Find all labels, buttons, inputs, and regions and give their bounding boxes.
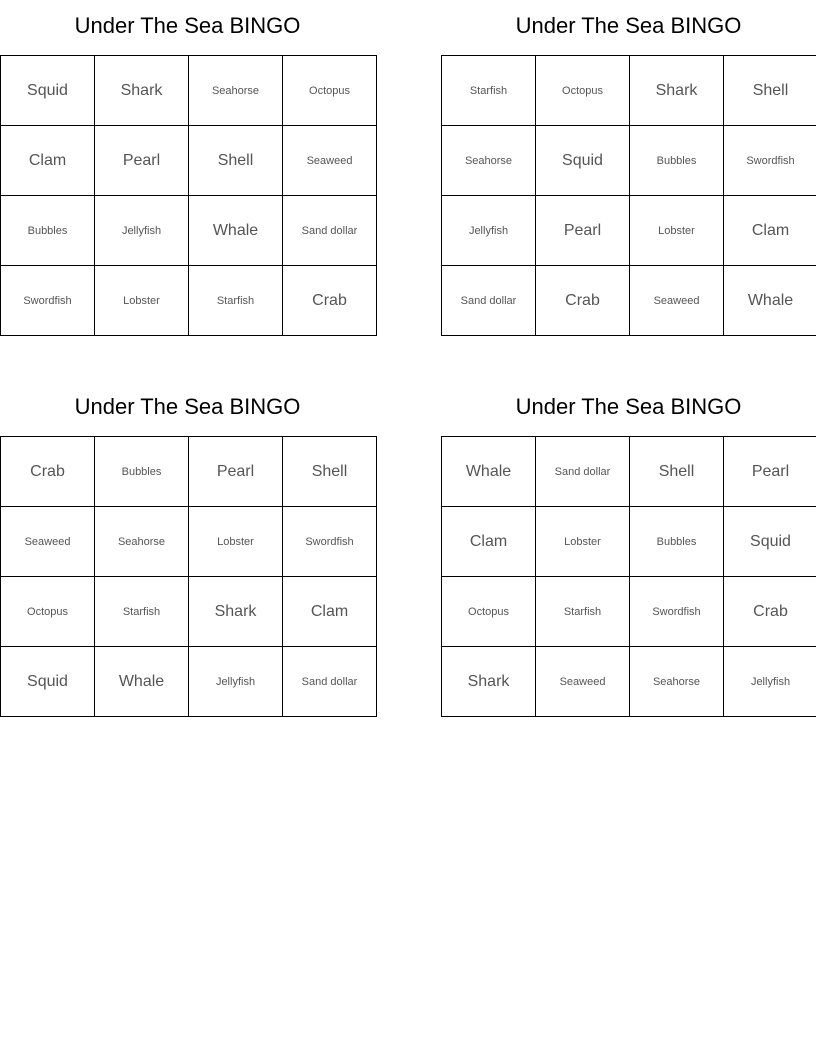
- bingo-grid: [0, 55, 377, 336]
- grid-cell: Starfish: [95, 577, 189, 647]
- grid-cell: Jellyfish: [442, 196, 536, 266]
- grid-cell: Lobster: [189, 507, 283, 577]
- grid-cell: Clam: [283, 577, 377, 647]
- grid-cell: Shell: [283, 437, 377, 507]
- grid-cell: Shark: [189, 577, 283, 647]
- card-title: Under The Sea BINGO: [74, 13, 301, 38]
- grid-cell: Lobster: [95, 266, 189, 336]
- grid-row: [442, 437, 816, 507]
- grid-cell: Squid: [724, 507, 816, 577]
- grid-row: [442, 126, 816, 196]
- grid-cell: Whale: [442, 437, 536, 507]
- grid-cell: Clam: [724, 196, 816, 266]
- grid-cell: Seaweed: [630, 266, 724, 336]
- grid-cell: Swordfish: [1, 266, 95, 336]
- grid-cell: Octopus: [283, 56, 377, 126]
- grid-cell: Pearl: [95, 126, 189, 196]
- grid-cell: Jellyfish: [95, 196, 189, 266]
- grid-cell: Whale: [95, 647, 189, 717]
- grid-cell: Lobster: [630, 196, 724, 266]
- bingo-grid: [441, 55, 816, 336]
- grid-cell: Crab: [283, 266, 377, 336]
- grid-cell: Bubbles: [630, 126, 724, 196]
- grid-cell: Whale: [189, 196, 283, 266]
- bingo-grid: [441, 436, 816, 717]
- grid-cell: Sand dollar: [536, 437, 630, 507]
- grid-cell: Swordfish: [283, 507, 377, 577]
- grid-cell: Sand dollar: [283, 647, 377, 717]
- grid-cell: Crab: [536, 266, 630, 336]
- grid-row: [1, 437, 377, 507]
- grid-cell: Bubbles: [1, 196, 95, 266]
- grid-cell: Bubbles: [95, 437, 189, 507]
- grid-cell: Jellyfish: [189, 647, 283, 717]
- grid-cell: Seahorse: [189, 56, 283, 126]
- grid-row: [1, 647, 377, 717]
- grid-cell: Seaweed: [283, 126, 377, 196]
- grid-cell: Crab: [1, 437, 95, 507]
- grid-cell: Shark: [630, 56, 724, 126]
- grid-row: [1, 507, 377, 577]
- grid-cell: Lobster: [536, 507, 630, 577]
- grid-row: [1, 56, 377, 126]
- card-title: Under The Sea BINGO: [74, 394, 301, 419]
- grid-cell: Seahorse: [442, 126, 536, 196]
- grid-cell: Seaweed: [536, 647, 630, 717]
- grid-row: [1, 196, 377, 266]
- grid-cell: Jellyfish: [724, 647, 816, 717]
- grid-cell: Squid: [1, 647, 95, 717]
- grid-row: [1, 126, 377, 196]
- grid-row: [442, 647, 816, 717]
- grid-cell: Clam: [442, 507, 536, 577]
- card-title: Under The Sea BINGO: [515, 13, 742, 38]
- grid-cell: Shell: [189, 126, 283, 196]
- grid-cell: Seahorse: [95, 507, 189, 577]
- grid-cell: Shell: [630, 437, 724, 507]
- grid-row: [442, 266, 816, 336]
- grid-cell: Octopus: [1, 577, 95, 647]
- grid-cell: Crab: [724, 577, 816, 647]
- grid-cell: Shark: [442, 647, 536, 717]
- grid-cell: Starfish: [442, 56, 536, 126]
- grid-row: [1, 266, 377, 336]
- grid-cell: Starfish: [189, 266, 283, 336]
- grid-cell: Pearl: [189, 437, 283, 507]
- grid-cell: Octopus: [536, 56, 630, 126]
- grid-cell: Shell: [724, 56, 816, 126]
- grid-row: [442, 577, 816, 647]
- grid-cell: Bubbles: [630, 507, 724, 577]
- grid-row: [442, 56, 816, 126]
- grid-cell: Squid: [536, 126, 630, 196]
- grid-cell: Pearl: [536, 196, 630, 266]
- grid-cell: Swordfish: [724, 126, 816, 196]
- grid-cell: Octopus: [442, 577, 536, 647]
- grid-cell: Sand dollar: [442, 266, 536, 336]
- bingo-grid: [0, 436, 377, 717]
- grid-cell: Clam: [1, 126, 95, 196]
- grid-cell: Shark: [95, 56, 189, 126]
- grid-cell: Starfish: [536, 577, 630, 647]
- grid-cell: Seaweed: [1, 507, 95, 577]
- grid-cell: Squid: [1, 56, 95, 126]
- grid-cell: Sand dollar: [283, 196, 377, 266]
- grid-row: [442, 196, 816, 266]
- grid-row: [1, 577, 377, 647]
- grid-cell: Whale: [724, 266, 816, 336]
- grid-cell: Seahorse: [630, 647, 724, 717]
- grid-row: [442, 507, 816, 577]
- grid-cell: Swordfish: [630, 577, 724, 647]
- grid-cell: Pearl: [724, 437, 816, 507]
- card-title: Under The Sea BINGO: [515, 394, 742, 419]
